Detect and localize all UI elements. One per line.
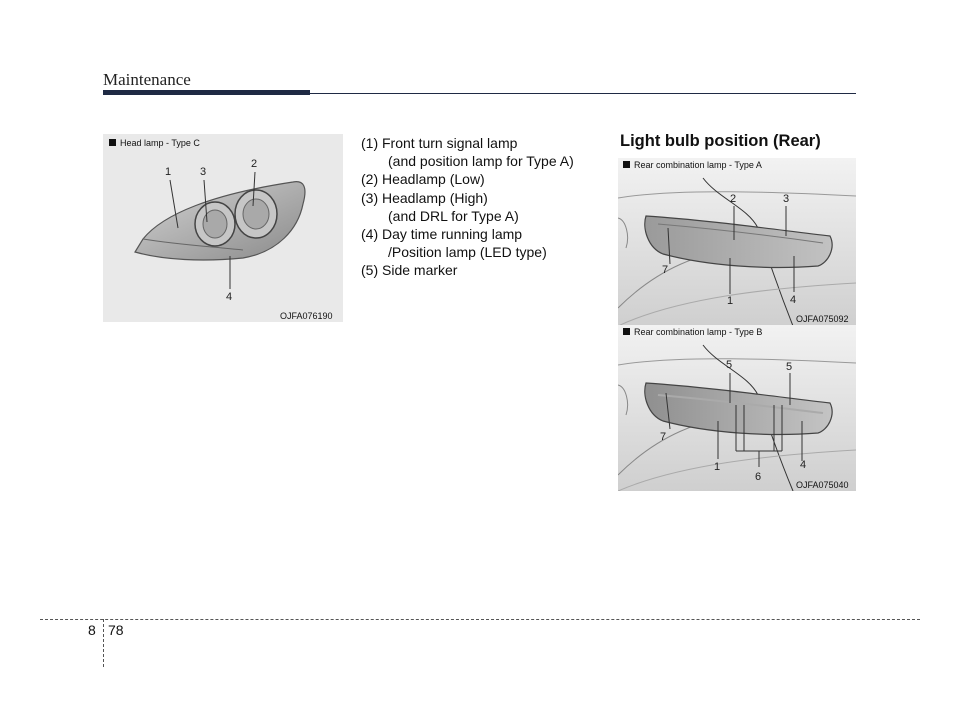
headlamp-figure [103,134,343,322]
footer-divider [103,619,104,667]
rear-lamp-type-b-figure [618,325,856,491]
legend-item [361,170,574,188]
rear-a-label-2: 2 [730,193,737,205]
page-number: 78 [108,622,124,638]
legend-item-text: (3) Headlamp (High) [361,189,488,206]
headlamp-label-1: 1 [165,166,172,178]
legend-item-text: (2) Headlamp (Low) [361,171,485,188]
header-rule-thick [103,90,310,95]
headlamp-illustration [103,134,343,322]
headlamp-label-2: 2 [251,158,258,170]
rear-a-label-1: 1 [727,295,734,307]
legend-item [361,134,574,170]
headlamp-caption [109,138,200,148]
rear-b-caption-text: Rear combination lamp - Type B [634,327,763,337]
legend-item-subtext: /Position lamp (LED type) [388,244,547,261]
rear-a-caption [623,160,762,170]
bullet-square-icon [623,161,630,168]
rear-a-label-7: 7 [662,264,669,276]
legend-item-text: (5) Side marker [361,262,458,279]
legend-item-subtext: (and position lamp for Type A) [388,153,574,170]
footer-rule [40,619,920,620]
chapter-number: 8 [88,622,96,638]
legend-item-text: (1) Front turn signal lamp [361,135,518,151]
bulb-legend-list [361,134,574,280]
legend-item-subtext: (and DRL for Type A) [388,207,519,224]
rear-section-title: Light bulb position (Rear) [620,132,821,150]
rear-b-caption [623,327,762,337]
bullet-square-icon [623,328,630,335]
rear-b-label-4: 4 [800,459,807,471]
rear-lamp-type-a-illustration [618,158,856,326]
rear-a-caption-text: Rear combination lamp - Type A [634,160,762,170]
legend-item [361,189,574,225]
legend-item [361,261,574,279]
rear-a-label-3: 3 [783,193,790,205]
rear-b-label-1: 1 [714,461,721,473]
headlamp-label-4: 4 [226,291,233,303]
headlamp-label-3: 3 [200,166,207,178]
rear-b-figure-code: OJFA075040 [796,480,849,490]
headlamp-caption-text: Head lamp - Type C [120,138,200,148]
rear-a-figure-code: OJFA075092 [796,314,849,324]
rear-lamp-type-a-figure [618,158,856,326]
header-rule-thin [310,93,856,94]
rear-b-label-5-right: 5 [786,361,793,373]
bullet-square-icon [109,139,116,146]
rear-b-label-7: 7 [660,431,667,443]
legend-item-text: (4) Day time running lamp [361,226,523,243]
rear-lamp-type-b-illustration [618,325,856,491]
legend-item [361,225,574,261]
rear-b-label-5-left: 5 [726,359,733,371]
rear-b-label-6: 6 [755,471,762,483]
section-header: Maintenance [103,70,191,89]
rear-a-label-4: 4 [790,294,797,306]
headlamp-figure-code: OJFA076190 [280,311,333,321]
